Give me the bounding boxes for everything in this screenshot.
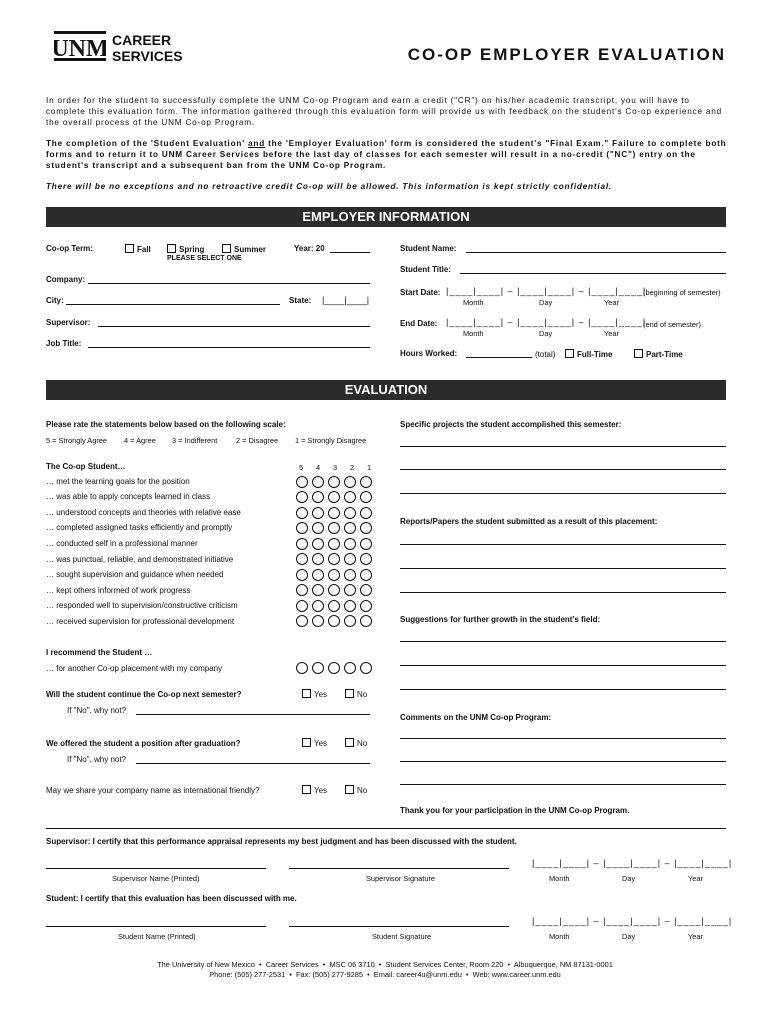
rating-circle-3[interactable]	[328, 600, 340, 612]
reports-line[interactable]	[400, 568, 726, 569]
rating-circle-4[interactable]	[312, 584, 324, 596]
scale-number-1: 1	[367, 463, 372, 472]
offer-yes-option[interactable]: Yes	[302, 738, 327, 748]
rating-row	[296, 600, 376, 612]
scale-3: 3 = Indifferent	[172, 436, 218, 445]
rating-circle-4[interactable]	[312, 522, 324, 534]
suggestions-line[interactable]	[400, 689, 726, 690]
start-month-caption: Month	[463, 298, 484, 307]
end-date-field[interactable]: |____|____| – |____|____| – |____|____|	[446, 317, 647, 327]
rating-row	[296, 522, 376, 534]
share-yes-option[interactable]: Yes	[302, 785, 327, 795]
continue-no-checkbox[interactable]	[345, 689, 354, 698]
rating-circle-3[interactable]	[328, 662, 340, 674]
scale-number-4: 4	[316, 463, 321, 472]
scale-number-3: 3	[333, 463, 338, 472]
rating-circle-2[interactable]	[344, 584, 356, 596]
footer-contact: Phone: (505) 277-2531 • Fax: (505) 277-9285 • Email: career4u@unm.edu • Web: www.career.unm.edu	[209, 970, 561, 979]
statement-row: … conducted self in a professional manner	[46, 539, 198, 548]
scale-intro: Please rate the statements below based on the following scale:	[46, 420, 286, 429]
fall-checkbox[interactable]	[125, 244, 134, 253]
footer-address: The University of New Mexico • Career Services • MSC 06 3710 • Student Services Center, Room 220 • Albuquerque, NM 87131-0001	[157, 960, 613, 969]
rating-circle-1[interactable]	[360, 569, 372, 581]
offer-yes-checkbox[interactable]	[302, 738, 311, 747]
city-label: City:	[46, 296, 64, 305]
share-yes-checkbox[interactable]	[302, 785, 311, 794]
rating-circle-3[interactable]	[328, 553, 340, 565]
hours-worked-label: Hours Worked:	[400, 349, 458, 358]
continue-no-option[interactable]: No	[345, 689, 367, 699]
rating-circle-1[interactable]	[360, 476, 372, 488]
please-select-note: PLEASE SELECT ONE	[167, 255, 242, 262]
unm-logo-mark	[54, 30, 106, 62]
student-title-field[interactable]	[460, 273, 726, 274]
rating-circle-5[interactable]	[296, 569, 308, 581]
rating-circle-3[interactable]	[328, 522, 340, 534]
rating-circle-3[interactable]	[328, 569, 340, 581]
rating-circle-2[interactable]	[344, 507, 356, 519]
comments-line[interactable]	[400, 738, 726, 739]
statement-row: … responded well to supervision/constructive criticism	[46, 601, 238, 610]
state-field[interactable]: |____|____|	[322, 295, 370, 305]
rating-circle-3[interactable]	[328, 507, 340, 519]
rating-circle-2[interactable]	[344, 491, 356, 503]
brand-line-2: SERVICES	[112, 48, 183, 64]
end-month-caption: Month	[463, 329, 484, 338]
rating-row	[296, 584, 376, 596]
student-name-printed-field[interactable]	[46, 926, 266, 927]
year-label: Year: 20	[294, 244, 325, 253]
statement-row: … was punctual, reliable, and demonstrated initiative	[46, 555, 234, 564]
scale-number-5: 5	[299, 463, 304, 472]
continue-why-label: If "No", why not?	[67, 706, 127, 715]
statement-row: … sought supervision and guidance when needed	[46, 570, 224, 579]
supervisor-name-field[interactable]	[46, 868, 266, 869]
rating-row	[296, 553, 376, 565]
student-certification: Student: I certify that this evaluation has been discussed with me.	[46, 894, 297, 903]
scale-1: 1 = Strongly Disagree	[295, 436, 367, 445]
share-question: May we share your company name as international friendly?	[46, 786, 260, 795]
scale-4: 4 = Agree	[124, 436, 156, 445]
rating-circle-4[interactable]	[312, 615, 324, 627]
share-no-option[interactable]: No	[345, 785, 367, 795]
city-field[interactable]	[66, 304, 280, 305]
part-time-checkbox[interactable]	[634, 349, 643, 358]
company-field[interactable]	[88, 283, 370, 284]
rating-row	[296, 615, 376, 627]
share-no-checkbox[interactable]	[345, 785, 354, 794]
projects-line[interactable]	[400, 493, 726, 494]
statement-row: … completed assigned tasks efficiently and promptly	[46, 523, 233, 532]
rating-circle-2[interactable]	[344, 615, 356, 627]
rating-circle-5[interactable]	[296, 553, 308, 565]
student-name-label: Student Name:	[400, 244, 457, 253]
reports-line[interactable]	[400, 592, 726, 593]
rating-circle-1[interactable]	[360, 507, 372, 519]
rating-circle-3[interactable]	[328, 476, 340, 488]
scale-number-2: 2	[350, 463, 355, 472]
continue-yes-option[interactable]: Yes	[302, 689, 327, 699]
comments-label: Comments on the UNM Co-op Program:	[400, 713, 552, 722]
comments-line[interactable]	[400, 784, 726, 785]
rating-circle-4[interactable]	[312, 491, 324, 503]
rating-circle-5[interactable]	[296, 584, 308, 596]
coop-term-label: Co-op Term:	[46, 244, 93, 253]
start-date-label: Start Date:	[400, 288, 441, 297]
supervisor-signature-caption: Supervisor Signature	[366, 874, 436, 883]
rating-circle-1[interactable]	[360, 553, 372, 565]
rating-circle-5[interactable]	[296, 507, 308, 519]
rating-circle-3[interactable]	[328, 491, 340, 503]
intro-paragraph-2: The completion of the 'Student Evaluation' and the 'Employer Evaluation' form is considered the student's "Final Exam." Failure to complete both forms and to return it to UNM Career Services before the last day of classes for each semester will result in a no-credit ("NC") entry on the student's transcript and a subsequent ban from the UNM Co-op Program.	[46, 139, 727, 170]
rating-row	[296, 476, 376, 488]
rating-circle-2[interactable]	[344, 553, 356, 565]
offer-no-option[interactable]: No	[345, 738, 367, 748]
supervisor-field[interactable]	[98, 326, 370, 327]
rating-circle-1[interactable]	[360, 491, 372, 503]
student-signature-field[interactable]	[289, 926, 509, 927]
rating-circle-5[interactable]	[296, 662, 308, 674]
rating-circle-1[interactable]	[360, 615, 372, 627]
form-title: CO-OP EMPLOYER EVALUATION	[407, 45, 726, 64]
rating-circle-4[interactable]	[312, 507, 324, 519]
supervisor-signature-field[interactable]	[289, 868, 509, 869]
continue-question: Will the student continue the Co-op next semester?	[46, 690, 242, 699]
recommend-rating-row	[296, 662, 376, 674]
suggestions-line[interactable]	[400, 641, 726, 642]
term-fall-option[interactable]: Fall	[125, 244, 151, 254]
projects-line[interactable]	[400, 446, 726, 447]
end-day-caption: Day	[539, 329, 553, 338]
continue-why-field[interactable]	[136, 714, 370, 715]
rating-circle-1[interactable]	[360, 584, 372, 596]
rating-row	[296, 538, 376, 550]
supervisor-year-caption: Year	[688, 874, 703, 883]
rating-row	[296, 491, 376, 503]
student-date-field[interactable]: |____|____| – |____|____| – |____|____|	[532, 916, 733, 926]
rating-circle-5[interactable]	[296, 491, 308, 503]
statement-row: … was able to apply concepts learned in class	[46, 492, 211, 501]
full-time-checkbox[interactable]	[565, 349, 574, 358]
unm-logo	[54, 30, 106, 64]
end-note: (end of semester)	[643, 320, 701, 329]
rating-circle-4[interactable]	[312, 600, 324, 612]
rating-circle-5[interactable]	[296, 476, 308, 488]
student-name-field[interactable]	[466, 252, 726, 253]
term-spring-option[interactable]: Spring	[167, 244, 204, 254]
scale-numbers	[299, 463, 384, 472]
statement-row: … received supervision for professional development	[46, 617, 235, 626]
job-title-label: Job Title:	[46, 339, 82, 348]
year-field[interactable]	[330, 252, 370, 253]
supervisor-name-caption: Supervisor Name (Printed)	[112, 874, 200, 883]
spring-checkbox[interactable]	[167, 244, 176, 253]
end-date-label: End Date:	[400, 319, 438, 328]
start-year-caption: Year	[604, 298, 619, 307]
full-time-option[interactable]: Full-Time	[565, 349, 612, 359]
rating-circle-1[interactable]	[360, 600, 372, 612]
rating-circle-3[interactable]	[328, 538, 340, 550]
recommend-statement: … for another Co-op placement with my company	[46, 664, 223, 673]
supervisor-month-caption: Month	[549, 874, 570, 883]
certification-divider	[46, 828, 726, 829]
rating-circle-3[interactable]	[328, 584, 340, 596]
reports-line[interactable]	[400, 544, 726, 545]
rating-circle-1[interactable]	[360, 522, 372, 534]
rating-circle-4[interactable]	[312, 553, 324, 565]
rating-circle-2[interactable]	[344, 600, 356, 612]
student-statements-heading: The Co-op Student…	[46, 462, 126, 471]
part-time-option[interactable]: Part-Time	[634, 349, 683, 359]
summer-checkbox[interactable]	[222, 244, 231, 253]
end-year-caption: Year	[604, 329, 619, 338]
rating-row	[296, 507, 376, 519]
thank-you-note: Thank you for your participation in the UNM Co-op Program.	[400, 806, 630, 815]
start-date-field[interactable]: |____|____| – |____|____| – |____|____|	[446, 286, 647, 296]
rating-circle-4[interactable]	[312, 662, 324, 674]
intro-paragraph-1: In order for the student to successfully complete the UNM Co-op Program and earn a credit ("CR") on his/her academic transcript, you will have to complete this evaluation form. The information gathered through this evaluation form will provide us with feedback on the student's Co-op experience and the overall process of the UNM Co-op Program.	[46, 96, 722, 127]
start-day-caption: Day	[539, 298, 553, 307]
rating-circle-4[interactable]	[312, 476, 324, 488]
student-year-caption: Year	[688, 932, 703, 941]
rating-circle-3[interactable]	[328, 615, 340, 627]
statement-row: … met the learning goals for the position	[46, 477, 190, 486]
start-note: (beginning of semester)	[643, 288, 721, 297]
statement-row: … kept others informed of work progress	[46, 586, 191, 595]
rating-circle-5[interactable]	[296, 615, 308, 627]
statement-row: … understood concepts and theories with relative ease	[46, 508, 241, 517]
recommend-heading: I recommend the Student …	[46, 648, 153, 657]
rating-circle-2[interactable]	[344, 476, 356, 488]
state-label: State:	[289, 296, 312, 305]
term-summer-option[interactable]: Summer	[222, 244, 266, 254]
hours-worked-field[interactable]	[466, 357, 532, 358]
evaluation-heading: EVALUATION	[46, 380, 726, 400]
comments-line[interactable]	[400, 761, 726, 762]
rating-circle-2[interactable]	[344, 569, 356, 581]
continue-yes-checkbox[interactable]	[302, 689, 311, 698]
supervisor-label: Supervisor:	[46, 318, 91, 327]
offer-question: We offered the student a position after graduation?	[46, 739, 241, 748]
rating-circle-1[interactable]	[360, 662, 372, 674]
reports-label: Reports/Papers the student submitted as a result of this placement:	[400, 517, 658, 526]
supervisor-day-caption: Day	[622, 874, 636, 883]
rating-circle-1[interactable]	[360, 538, 372, 550]
student-month-caption: Month	[549, 932, 570, 941]
rating-circle-5[interactable]	[296, 600, 308, 612]
hours-total-label: (total)	[535, 350, 556, 359]
supervisor-certification: Supervisor: I certify that this performance appraisal represents my best judgment and has been discussed with the student.	[46, 837, 517, 846]
rating-circle-5[interactable]	[296, 538, 308, 550]
rating-circle-4[interactable]	[312, 569, 324, 581]
projects-line[interactable]	[400, 469, 726, 470]
rating-circle-2[interactable]	[344, 522, 356, 534]
rating-circle-2[interactable]	[344, 662, 356, 674]
student-day-caption: Day	[622, 932, 636, 941]
student-signature-caption: Student Signature	[372, 932, 432, 941]
rating-row	[296, 569, 376, 581]
student-title-label: Student Title:	[400, 265, 451, 274]
rating-circle-4[interactable]	[312, 538, 324, 550]
student-name-caption: Student Name (Printed)	[118, 932, 196, 941]
supervisor-date-field[interactable]: |____|____| – |____|____| – |____|____|	[532, 858, 733, 868]
svg-text:UNM: UNM	[54, 36, 106, 62]
offer-why-label: If "No", why not?	[67, 755, 127, 764]
rating-circle-5[interactable]	[296, 522, 308, 534]
suggestions-label: Suggestions for further growth in the student's field:	[400, 615, 601, 624]
offer-why-field[interactable]	[136, 763, 370, 764]
intro-paragraph-3: There will be no exceptions and no retroactive credit Co-op will be allowed. This information is kept strictly confidential.	[46, 182, 612, 191]
job-title-field[interactable]	[88, 347, 370, 348]
employer-info-heading: EMPLOYER INFORMATION	[46, 207, 726, 227]
rating-circle-2[interactable]	[344, 538, 356, 550]
brand-line-1: CAREER	[112, 32, 172, 48]
projects-label: Specific projects the student accomplished this semester:	[400, 420, 622, 429]
scale-2: 2 = Disagree	[236, 436, 279, 445]
offer-no-checkbox[interactable]	[345, 738, 354, 747]
scale-5: 5 = Strongly Agree	[46, 436, 108, 445]
suggestions-line[interactable]	[400, 665, 726, 666]
company-label: Company:	[46, 275, 86, 284]
